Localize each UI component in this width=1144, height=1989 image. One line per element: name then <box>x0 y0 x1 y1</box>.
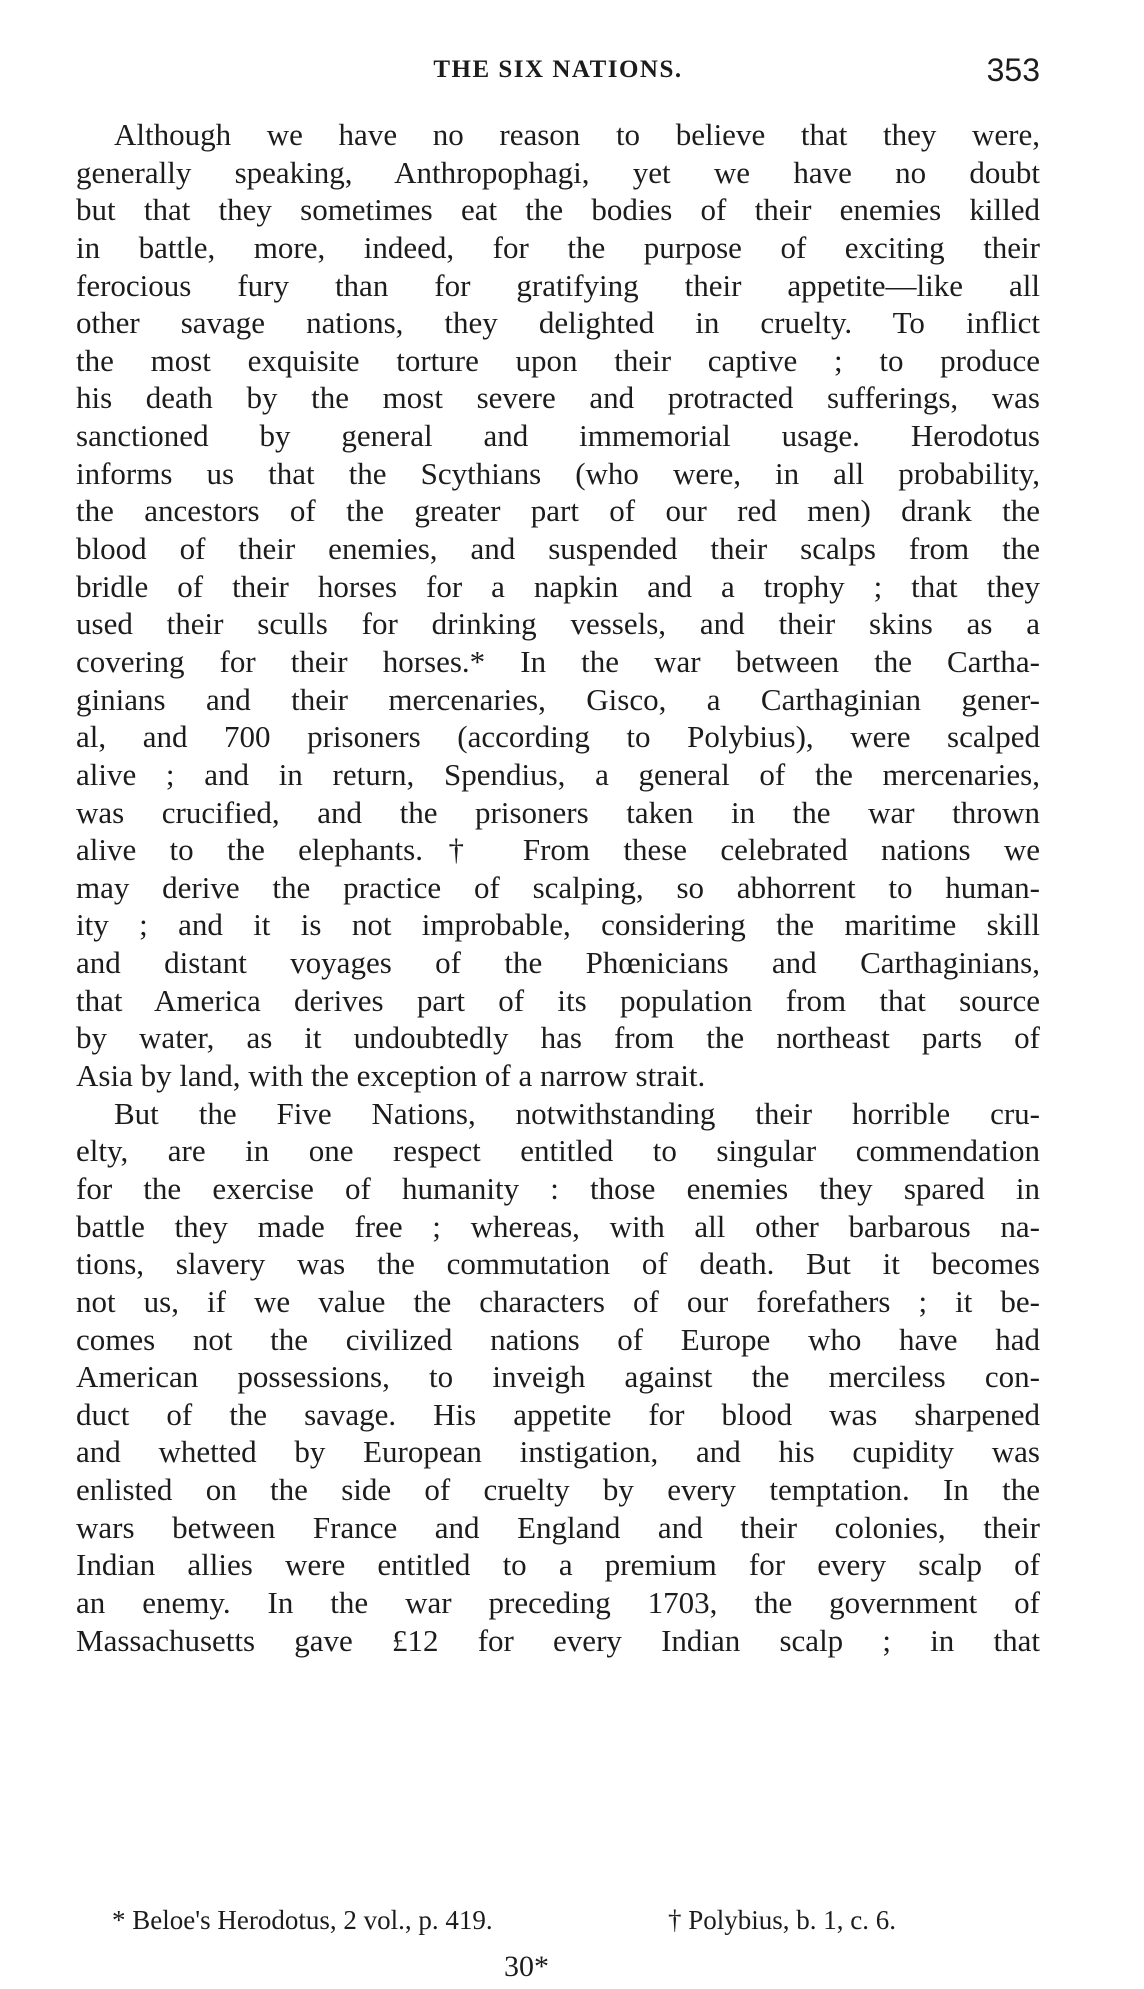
text-line: not us, if we value the characters of our forefathers ; it be- <box>76 1283 1040 1319</box>
signature-mark: 30* <box>504 1950 549 1983</box>
running-title: THE SIX NATIONS. <box>433 56 683 83</box>
text-line: in battle, more, indeed, for the purpose of exciting their <box>76 229 1040 265</box>
text-line: Although we have no reason to believe that they were, <box>114 117 1040 152</box>
footnotes <box>112 1905 1012 1945</box>
text-line: alive to the elephants.† From these celebrated nations we <box>76 832 1040 868</box>
text-line: and distant voyages of the Phœnicians and Carthaginians, <box>76 945 1040 981</box>
text-line: ity ; and it is not improbable, considering the maritime skill <box>76 907 1040 943</box>
text-line: blood of their enemies, and suspended their scalps from the <box>76 531 1040 567</box>
text-line: battle they made free ; whereas, with all other barbarous na- <box>76 1208 1040 1244</box>
footnote-polybius: † Polybius, b. 1, c. 6. <box>668 1905 897 1935</box>
text-line: ferocious fury than for gratifying their appetite—like all <box>76 267 1040 303</box>
text-line: by water, as it undoubtedly has from the northeast parts of <box>76 1020 1040 1056</box>
text-line: elty, are in one respect entitled to singular commendation <box>76 1133 1040 1169</box>
text-line: informs us that the Scythians (who were, in all probability, <box>76 455 1040 491</box>
page-number: 353 <box>986 52 1040 88</box>
text-line: enlisted on the side of cruelty by every temptation. In the <box>76 1472 1040 1508</box>
text-line: tions, slavery was the commutation of death. But it becomes <box>76 1246 1040 1282</box>
text-line: generally speaking, Anthropophagi, yet we have no doubt <box>76 154 1040 190</box>
text-line: American possessions, to inveigh against the merciless con- <box>76 1359 1040 1395</box>
running-head <box>76 52 1040 92</box>
text-line: and whetted by European instigation, and his cupidity was <box>76 1434 1040 1470</box>
text-line: ginians and their mercenaries, Gisco, a Carthaginian gener- <box>76 681 1040 717</box>
text-line: wars between France and England and their colonies, their <box>76 1509 1040 1545</box>
text-line: comes not the civilized nations of Europe who have had <box>76 1321 1040 1357</box>
text-line: Indian allies were entitled to a premium for every scalp of <box>76 1547 1040 1583</box>
text-line: the most exquisite torture upon their captive ; to produce <box>76 342 1040 378</box>
footnote-herodotus: * Beloe's Herodotus, 2 vol., p. 419. <box>112 1905 493 1935</box>
text-line: But the Five Nations, notwithstanding their horrible cru- <box>114 1095 1040 1131</box>
text-line: for the exercise of humanity : those enemies they spared in <box>76 1170 1040 1206</box>
text-line: duct of the savage. His appetite for blood was sharpened <box>76 1396 1040 1432</box>
text-line: al, and 700 prisoners (according to Polybius), were scalped <box>76 719 1040 755</box>
text-line: but that they sometimes eat the bodies of their enemies killed <box>76 192 1040 228</box>
text-line: used their sculls for drinking vessels, and their skins as a <box>76 606 1040 642</box>
text-line: Massachusetts gave £12 for every Indian scalp ; in that <box>76 1622 1040 1658</box>
text-line: was crucified, and the prisoners taken in the war thrown <box>76 794 1040 830</box>
text-line: covering for their horses.* In the war between the Cartha- <box>76 643 1040 679</box>
text-line: alive ; and in return, Spendius, a general of the mercenaries, <box>76 756 1040 792</box>
text-line: Asia by land, with the exception of a narrow strait. <box>76 1058 706 1094</box>
text-line: sanctioned by general and immemorial usage. Herodotus <box>76 418 1040 454</box>
text-line: his death by the most severe and protracted sufferings, was <box>76 380 1040 416</box>
text-line: an enemy. In the war preceding 1703, the government of <box>76 1584 1040 1620</box>
text-line: other savage nations, they delighted in cruelty. To inflict <box>76 305 1040 341</box>
text-line: bridle of their horses for a napkin and a trophy ; that they <box>76 568 1040 604</box>
text-line: that America derives part of its population from that source <box>76 982 1040 1018</box>
body-text <box>76 116 1040 1659</box>
text-line: the ancestors of the greater part of our red men) drank the <box>76 493 1040 529</box>
text-line: may derive the practice of scalping, so abhorrent to human- <box>76 869 1040 905</box>
